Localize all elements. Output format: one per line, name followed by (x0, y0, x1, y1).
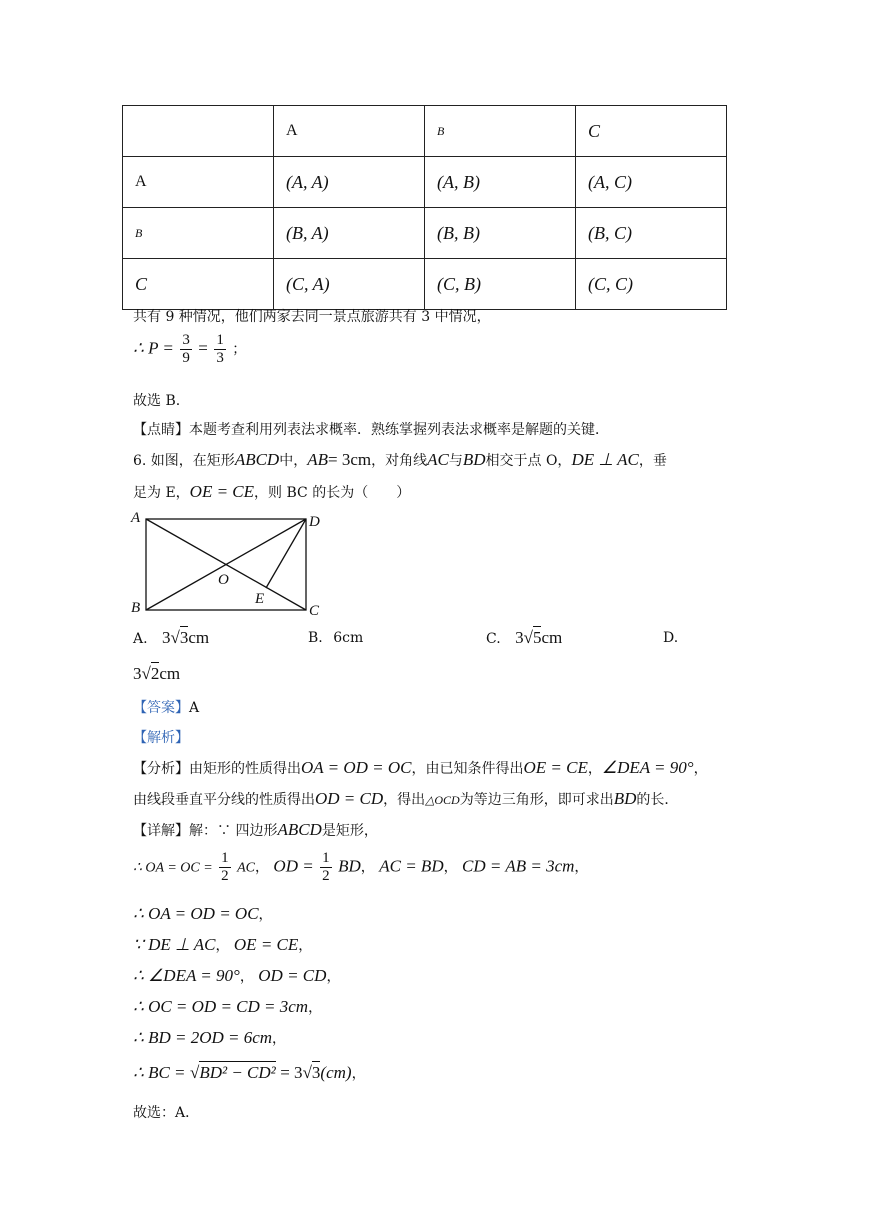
question-6-line-2 (133, 482, 410, 502)
option-letter: B. (308, 630, 323, 646)
rectangle-figure (128, 508, 328, 620)
option-coefficient: 3 (515, 628, 524, 647)
question-text: 中， (279, 453, 308, 469)
detail-text: 解：∵ 四边形 (189, 823, 278, 839)
math-term: AB (307, 450, 328, 469)
fenxi-text: 由矩形的性质得出 (189, 761, 301, 777)
question-text: 相交于点 O， (485, 453, 572, 469)
math-term: ∴ OA = OC = (133, 860, 213, 876)
punctuation: ， (298, 938, 313, 954)
row-label: A (123, 157, 274, 208)
punctuation: ， (308, 1000, 323, 1016)
detail-step-7 (133, 1063, 366, 1083)
table-cell (123, 106, 274, 157)
math-term: OA = OD = OC (301, 758, 412, 777)
outcome-table (122, 105, 727, 310)
math-term: CD = AB = 3cm (462, 856, 575, 876)
option-d-value[interactable] (133, 664, 180, 684)
question-text: 与 (448, 453, 463, 469)
math-term: OD = (273, 856, 314, 876)
unit: cm (188, 628, 210, 647)
radicand: 5 (532, 628, 542, 647)
table-cell: (A, A) (274, 157, 425, 208)
numerator: 3 (182, 332, 190, 348)
math-term: △OCD (425, 793, 460, 807)
option-c[interactable] (486, 628, 562, 648)
math-term: ∴ ∠DEA = 90° (133, 966, 240, 985)
detail-step-2 (133, 904, 273, 924)
point-label-e: E (255, 591, 265, 607)
row-label: B (123, 208, 274, 259)
analysis-tag: 【解析】 (133, 730, 189, 746)
fenxi-tag: 【分析】 (133, 761, 189, 777)
radical-sign: √ (141, 664, 151, 683)
punctuation: ， (574, 859, 589, 876)
row-label: C (123, 259, 274, 310)
option-value: 6cm (333, 630, 364, 646)
option-b[interactable] (308, 630, 363, 646)
detail-step-6 (133, 1028, 286, 1048)
fenxi-line-2 (133, 789, 678, 809)
table-cell: (A, B) (425, 157, 576, 208)
table-row (123, 259, 727, 310)
numerator: 1 (322, 850, 330, 866)
table-header-cell: C (576, 106, 727, 157)
answer-tag: 【答案】 (133, 700, 189, 716)
unit: cm (541, 628, 563, 647)
punctuation: ， (215, 938, 230, 954)
segment-de (266, 519, 306, 588)
option-letter: A. (133, 631, 148, 647)
fenxi-text: ，由已知条件得出 (411, 761, 524, 777)
punctuation: ， (272, 1031, 287, 1047)
punctuation: ， (351, 1066, 366, 1082)
table-cell: (B, C) (576, 208, 727, 259)
radicand: 2 (150, 664, 160, 683)
question-text: ，垂 (638, 453, 667, 469)
table-cell: (B, B) (425, 208, 576, 259)
math-term: OE = CE (189, 482, 255, 501)
question-text: 6. 如图，在矩形 (133, 453, 235, 469)
math-term: = 3cm (327, 450, 372, 469)
comment-line (133, 419, 609, 439)
detail-tag: 【详解】 (133, 823, 189, 839)
math-term: AC (237, 860, 255, 876)
fraction (180, 332, 192, 367)
detail-intro (133, 820, 378, 840)
fraction (320, 850, 332, 885)
math-term: AC = BD (379, 856, 444, 876)
fenxi-line-1 (133, 758, 708, 778)
math-term: ABCD (277, 820, 322, 839)
math-term: ∴ BC = (133, 1063, 186, 1082)
math-term: OE = CE (233, 935, 299, 954)
numerator: 1 (216, 332, 224, 348)
option-coefficient: 3 (162, 628, 171, 647)
punctuation: ； (232, 341, 247, 358)
vertex-label-b: B (131, 600, 141, 616)
fraction (219, 850, 231, 885)
fenxi-text: ，得出 (383, 792, 426, 808)
table-cell: (C, B) (425, 259, 576, 310)
math-term: BD (462, 450, 486, 469)
fenxi-text: 的长． (636, 792, 679, 808)
table-row (123, 157, 727, 208)
math-term: ∵ DE ⊥ AC (133, 935, 216, 954)
punctuation: ， (326, 969, 341, 985)
point-label-o: O (218, 572, 229, 588)
table-header-row (123, 106, 727, 157)
question-6-line-1 (133, 450, 667, 470)
table-cell: (B, A) (274, 208, 425, 259)
detail-step-3 (133, 935, 312, 955)
comment-text: 本题考查利用列表法求概率．熟练掌握列表法求概率是解题的关键． (189, 422, 609, 438)
vertex-label-c: C (309, 603, 320, 619)
vertex-label-a: A (131, 510, 141, 526)
unit: cm (159, 664, 181, 683)
table-header-cell: B (425, 106, 576, 157)
math-term: BD (338, 856, 361, 876)
option-letter: C. (486, 631, 501, 647)
option-d-label[interactable]: D. (663, 630, 679, 646)
table-cell: (C, C) (576, 259, 727, 310)
radical-sign: √ (189, 1063, 200, 1082)
fenxi-text: 由线段垂直平分线的性质得出 (133, 792, 315, 808)
radicand: BD² − CD² (199, 1063, 276, 1082)
radical-sign: √ (302, 1063, 312, 1082)
radical-sign: √ (170, 628, 180, 647)
math-term: OD = CD (315, 789, 384, 808)
choice-line: 故选 B. (133, 393, 181, 409)
table-header-cell: A (274, 106, 425, 157)
punctuation: ， (239, 969, 254, 985)
detail-step-1 (133, 850, 588, 885)
math-term: ∴ BD = 2OD = 6cm (133, 1028, 273, 1047)
math-term: ABCD (234, 450, 280, 469)
formula-prefix: ∴ P = (133, 338, 174, 358)
math-term: ∴ OA = OD = OC (133, 904, 259, 923)
final-choice: 故选：A． (133, 1105, 200, 1121)
math-term: ∠DEA = 90° (601, 758, 694, 777)
fenxi-text: 为等边三角形，即可求出 (459, 792, 614, 808)
comment-tag: 【点睛】 (133, 422, 189, 438)
punctuation: ， (254, 859, 269, 876)
punctuation: ， (360, 859, 375, 876)
option-coefficient: 3 (133, 664, 142, 683)
detail-step-5 (133, 997, 322, 1017)
equals-sign: = (198, 338, 208, 358)
math-term: OE = CE (523, 758, 588, 777)
detail-step-4 (133, 966, 340, 986)
option-a[interactable] (133, 628, 209, 648)
denominator: 2 (322, 868, 330, 884)
detail-text: 是矩形， (321, 823, 378, 839)
vertex-label-d: D (309, 514, 320, 530)
math-term: ∴ OC = OD = CD = 3cm (133, 997, 309, 1016)
denominator: 2 (221, 868, 229, 884)
math-term: (cm) (320, 1063, 352, 1082)
radical-sign: √ (523, 628, 533, 647)
numerator: 1 (221, 850, 229, 866)
answer-line (133, 697, 199, 717)
question-text: 足为 E， (133, 485, 190, 501)
math-term: = 3 (280, 1063, 303, 1082)
table-cell: (A, C) (576, 157, 727, 208)
fenxi-text: ， (693, 761, 708, 777)
radicand: 3 (179, 628, 189, 647)
table-cell: (C, A) (274, 259, 425, 310)
table-row (123, 208, 727, 259)
fraction (214, 332, 226, 367)
math-term: OD = CD (258, 966, 327, 985)
probability-formula (133, 332, 246, 367)
question-text: ，则 BC 的长为（ ） (254, 485, 411, 501)
math-term: DE ⊥ AC (571, 450, 639, 469)
punctuation: ， (443, 859, 458, 876)
denominator: 9 (182, 350, 190, 366)
math-term: AC (427, 450, 449, 469)
math-term: BD (613, 789, 637, 808)
radicand: 3 (311, 1063, 321, 1082)
question-text: ，对角线 (371, 453, 428, 469)
summary-text: 共有 9 种情况，他们两家去同一景点旅游共有 3 中情况， (133, 309, 491, 325)
punctuation: ， (258, 907, 273, 923)
answer-value: A (189, 700, 200, 716)
denominator: 3 (216, 350, 224, 366)
fenxi-text: ， (587, 761, 602, 777)
